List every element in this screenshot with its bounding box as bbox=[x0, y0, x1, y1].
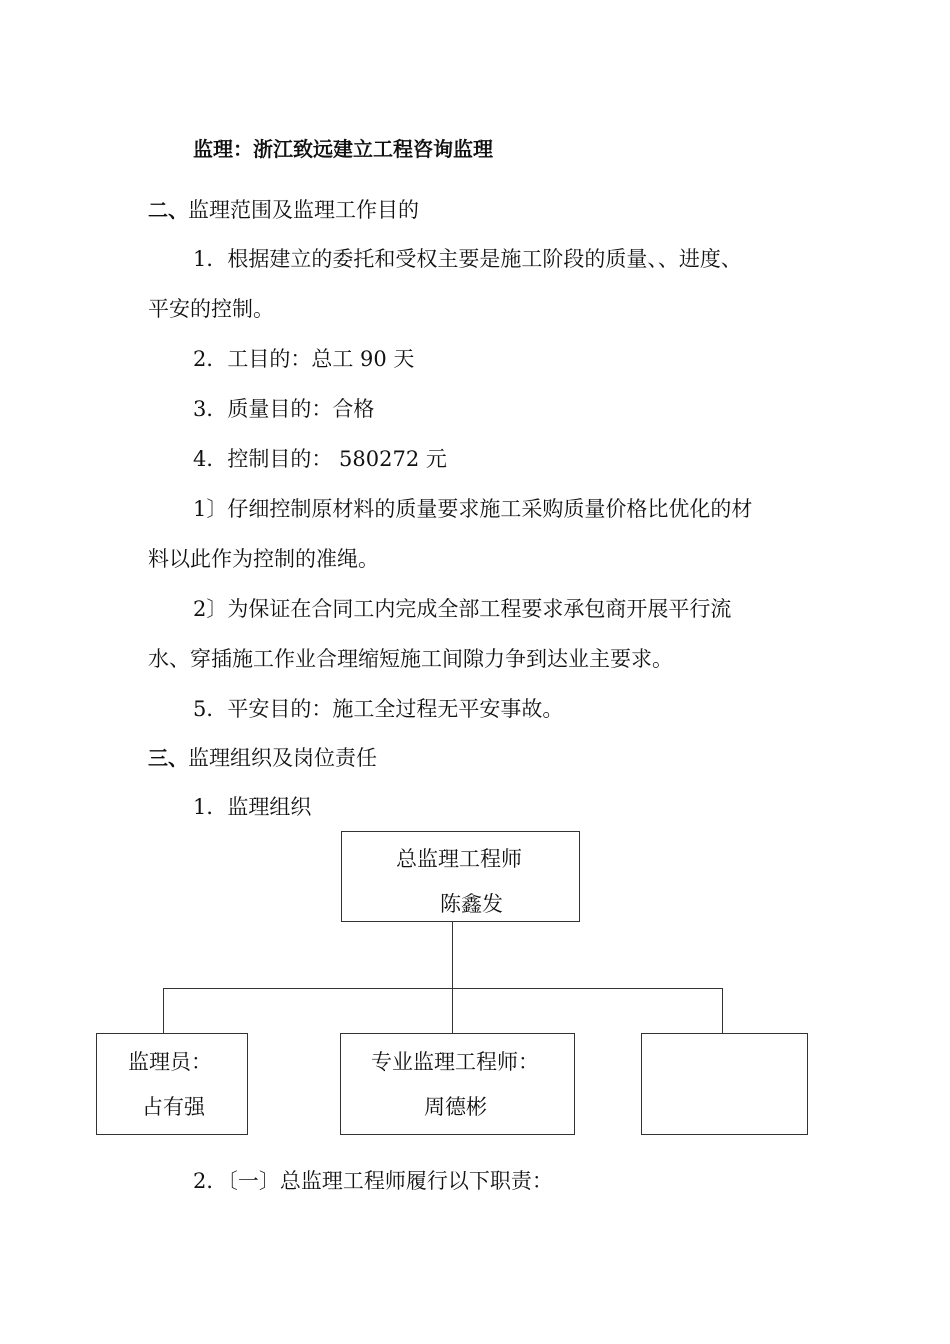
item4: 4．控制目的： 580272 元 bbox=[193, 447, 447, 471]
connector-right bbox=[722, 988, 723, 1033]
item1-line1: 1．根据建立的委托和受权主要是施工阶段的质量、、进度、 bbox=[193, 247, 742, 271]
connector-horizontal bbox=[163, 988, 723, 989]
connector-left bbox=[163, 988, 164, 1033]
specialist-name: 周德彬 bbox=[424, 1095, 487, 1119]
org-item2: 2．〔一〕总监理工程师履行以下职责： bbox=[193, 1169, 553, 1193]
section3-title: 监理组织及岗位责任 bbox=[188, 746, 377, 770]
org-item1: 1．监理组织 bbox=[193, 795, 312, 819]
section2-number: 二、 bbox=[148, 198, 188, 222]
inspector-role: 监理员： bbox=[128, 1050, 212, 1074]
org-box-inspector bbox=[96, 1033, 248, 1135]
chief-name: 陈鑫发 bbox=[440, 892, 503, 916]
section3-heading bbox=[148, 743, 377, 773]
org-box-specialist bbox=[340, 1033, 575, 1135]
section2-title: 监理范围及监理工作目的 bbox=[188, 198, 419, 222]
inspector-name: 占有强 bbox=[142, 1095, 205, 1119]
sub1-line2: 料以此作为控制的准绳。 bbox=[148, 547, 379, 571]
item1-line2: 平安的控制。 bbox=[148, 297, 274, 321]
specialist-role: 专业监理工程师： bbox=[371, 1050, 539, 1074]
section2-heading bbox=[148, 195, 419, 225]
section3-number: 三、 bbox=[148, 746, 188, 770]
item2: 2．工目的：总工 90 天 bbox=[193, 347, 415, 371]
chief-role: 总监理工程师 bbox=[396, 847, 522, 871]
item5: 5．平安目的：施工全过程无平安事故。 bbox=[193, 697, 564, 721]
sub2-line1: 2〕为保证在合同工内完成全部工程要求承包商开展平行流 bbox=[193, 597, 732, 621]
supervisor-line: 监理：浙江致远建立工程咨询监理 bbox=[193, 137, 493, 161]
connector-middle bbox=[452, 988, 453, 1033]
org-box-empty bbox=[641, 1033, 808, 1135]
connector-vertical-top bbox=[452, 922, 453, 988]
item3: 3．质量目的：合格 bbox=[193, 397, 375, 421]
org-box-chief bbox=[341, 831, 580, 922]
sub2-line2: 水、穿插施工作业合理缩短施工间隙力争到达业主要求。 bbox=[148, 647, 673, 671]
sub1-line1: 1〕仔细控制原材料的质量要求施工采购质量价格比优化的材 bbox=[193, 497, 753, 521]
